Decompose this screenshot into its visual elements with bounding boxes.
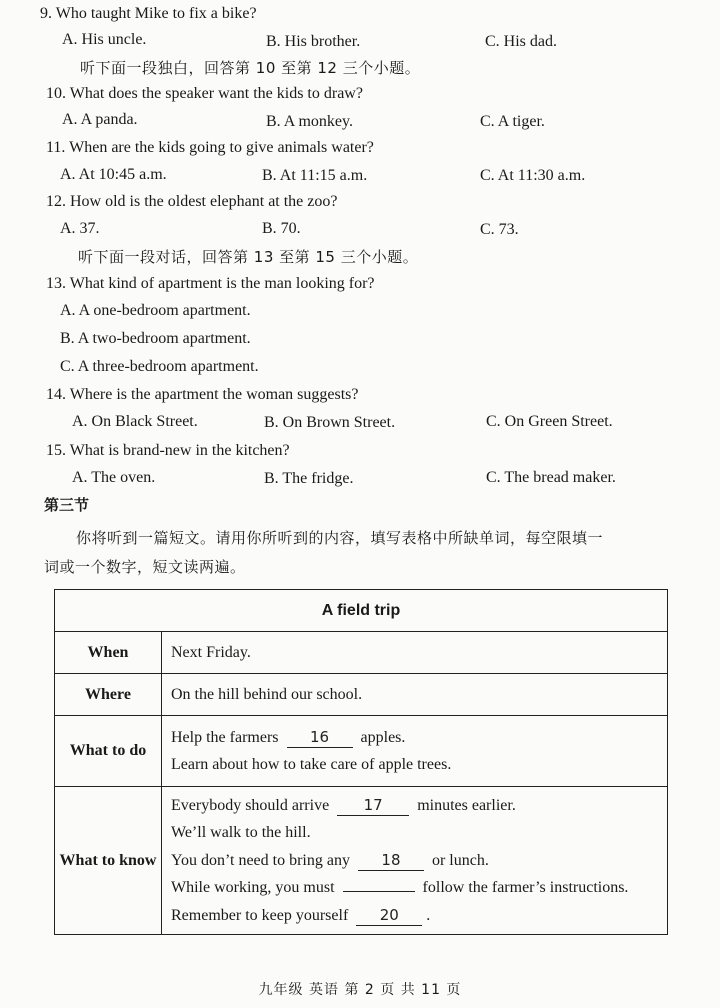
question-13-stem: 13. What kind of apartment is the man looking for? <box>46 275 375 292</box>
do-line1-suffix: apples. <box>360 728 406 746</box>
q12-option-a: A. 37. <box>60 220 100 237</box>
know-line-5 <box>171 902 658 930</box>
blank-17: 17 <box>337 795 409 816</box>
table-title: A field trip <box>55 590 668 632</box>
q9-option-c: C. His dad. <box>485 33 557 50</box>
know-line5-suffix: . <box>426 906 431 924</box>
what-to-do-cell <box>162 716 668 787</box>
where-label: Where <box>55 674 162 716</box>
section-instruction-line2: 词或一个数字，短文读两遍。 <box>44 558 246 576</box>
page-footer: 九年级 英语 第 2 页 共 11 页 <box>258 982 462 998</box>
section-title: 第三节 <box>44 496 90 514</box>
q14-option-c: C. On Green Street. <box>486 413 613 430</box>
section-instruction-line1: 你将听到一篇短文。请用你所听到的内容，填写表格中所缺单词，每空限填一 <box>76 529 604 547</box>
know-line-3 <box>171 847 658 875</box>
q12-option-b: B. 70. <box>262 220 301 237</box>
q13-option-b: B. A two-bedroom apartment. <box>60 330 251 347</box>
q12-option-c: C. 73. <box>480 221 519 238</box>
q15-option-a: A. The oven. <box>72 469 156 486</box>
question-11-stem: 11. When are the kids going to give animals water? <box>46 139 374 156</box>
question-14-stem: 14. Where is the apartment the woman suggests? <box>46 386 359 403</box>
q15-option-b: B. The fridge. <box>264 470 354 487</box>
what-to-do-line-2: Learn about how to take care of apple trees. <box>171 756 452 773</box>
blank-18: 18 <box>358 850 424 871</box>
question-9-stem: 9. Who taught Mike to fix a bike? <box>40 5 257 22</box>
what-to-do-label: What to do <box>55 716 162 787</box>
what-to-know-label: What to know <box>55 787 162 935</box>
q13-option-a: A. A one-bedroom apartment. <box>60 302 251 319</box>
blank-19 <box>343 891 415 892</box>
monologue-instruction: 听下面一段独白，回答第 10 至第 12 三个小题。 <box>80 59 421 77</box>
q14-option-a: A. On Black Street. <box>72 413 198 430</box>
q10-option-a: A. A panda. <box>62 111 138 128</box>
dialogue-instruction: 听下面一段对话，回答第 13 至第 15 三个小题。 <box>78 248 419 266</box>
know-line-2: We’ll walk to the hill. <box>171 824 311 842</box>
what-to-know-cell <box>162 787 668 935</box>
q13-option-c: C. A three-bedroom apartment. <box>60 358 259 375</box>
when-label: When <box>55 632 162 674</box>
q10-option-b: B. A monkey. <box>266 113 353 130</box>
q11-option-b: B. At 11:15 a.m. <box>262 167 368 184</box>
blank-20: 20 <box>356 905 422 926</box>
q11-option-a: A. At 10:45 a.m. <box>60 166 167 183</box>
q15-option-c: C. The bread maker. <box>486 469 616 486</box>
question-10-stem: 10. What does the speaker want the kids to draw? <box>46 85 363 102</box>
know-line-1 <box>171 792 658 820</box>
know-line-4 <box>171 874 658 902</box>
know-line1-prefix: Everybody should arrive <box>171 796 330 814</box>
do-line1-prefix: Help the farmers <box>171 728 279 746</box>
know-line3-suffix: or lunch. <box>431 851 489 869</box>
know-line3-prefix: You don’t need to bring any <box>171 851 350 869</box>
q11-option-c: C. At 11:30 a.m. <box>480 167 586 184</box>
field-trip-table <box>54 589 668 935</box>
q9-option-b: B. His brother. <box>266 33 361 50</box>
know-line4-prefix: While working, you must <box>171 879 335 897</box>
when-value: Next Friday. <box>162 632 668 674</box>
where-value: On the hill behind our school. <box>162 674 668 716</box>
question-12-stem: 12. How old is the oldest elephant at the zoo? <box>46 193 338 210</box>
question-15-stem: 15. What is brand-new in the kitchen? <box>46 442 290 459</box>
what-to-do-line-1 <box>171 724 658 752</box>
q9-option-a: A. His uncle. <box>62 31 147 48</box>
know-line5-prefix: Remember to keep yourself <box>171 906 349 924</box>
blank-16: 16 <box>287 727 353 748</box>
know-line4-suffix: follow the farmer’s instructions. <box>422 879 629 897</box>
know-line1-suffix: minutes earlier. <box>417 796 516 814</box>
q14-option-b: B. On Brown Street. <box>264 414 396 431</box>
q10-option-c: C. A tiger. <box>480 113 545 130</box>
